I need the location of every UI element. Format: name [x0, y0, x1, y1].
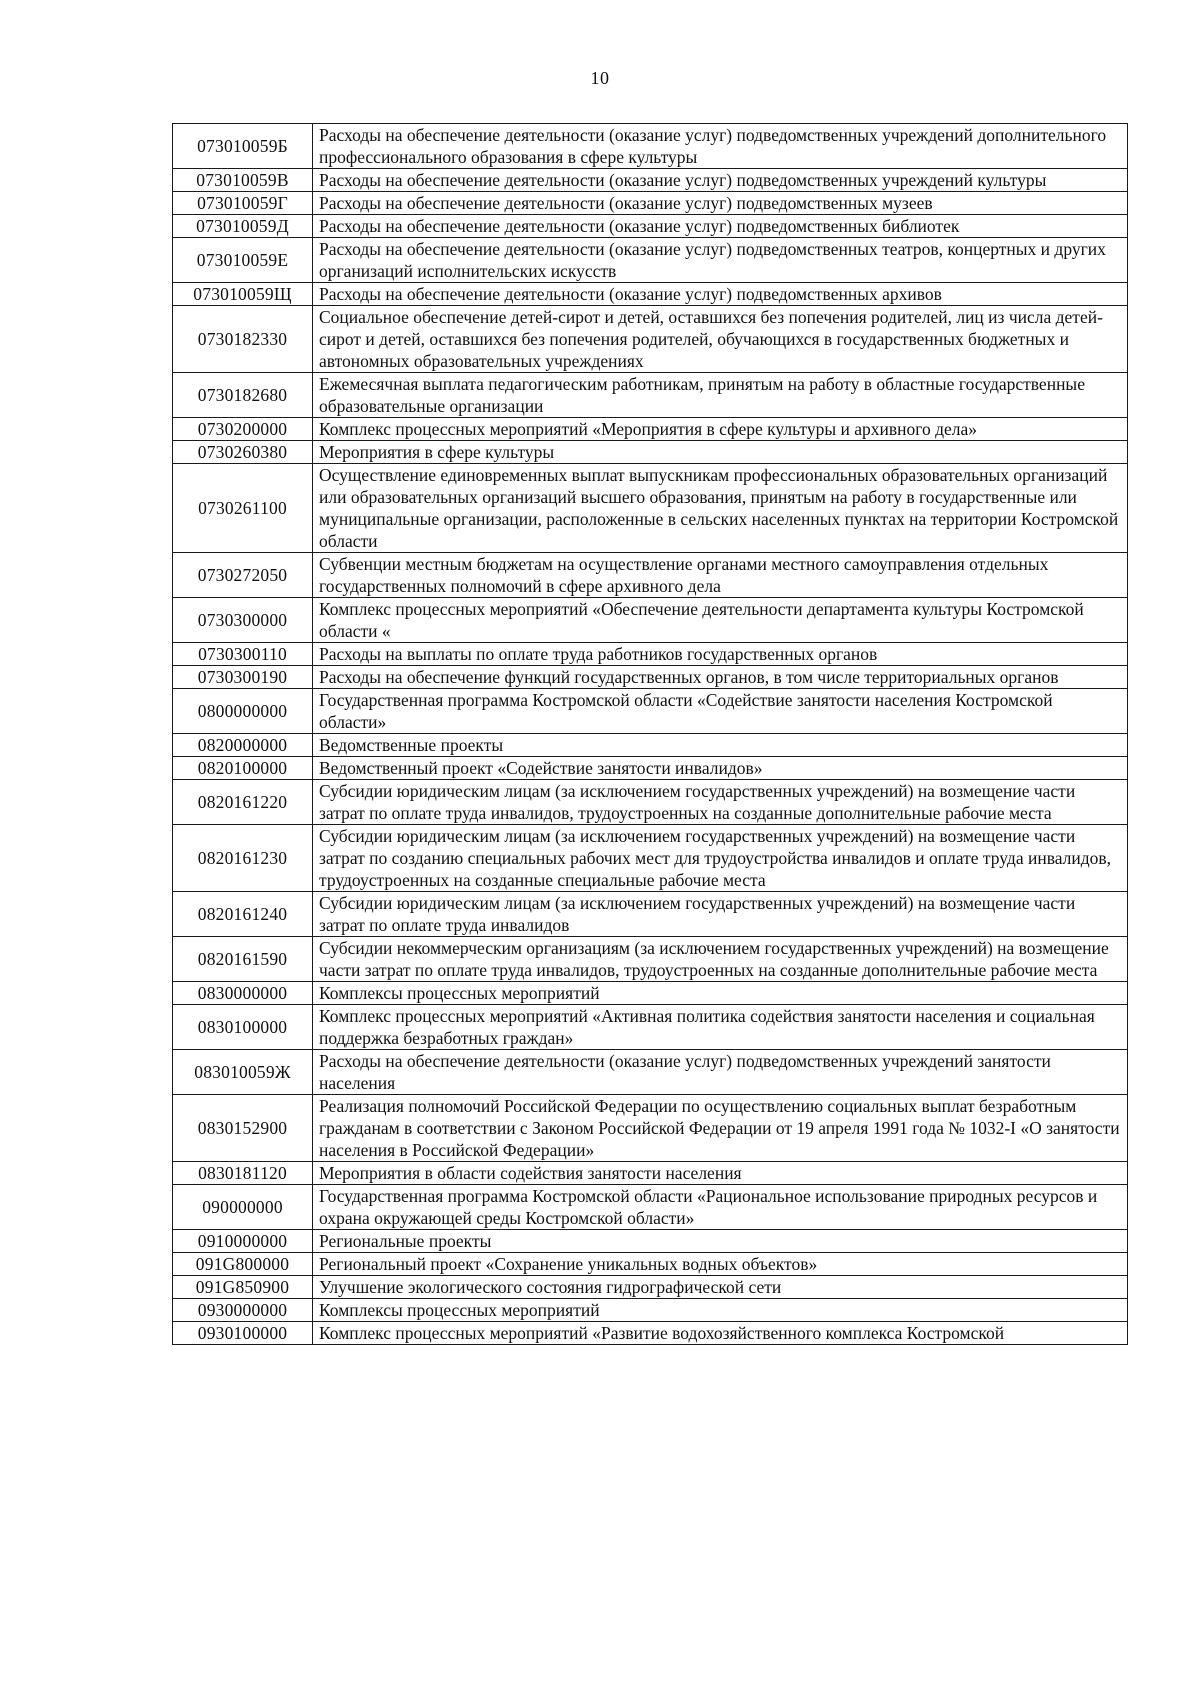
row-code: 0730300190 [173, 666, 313, 689]
page-number: 10 [590, 68, 610, 88]
row-code: 0820161220 [173, 780, 313, 825]
row-code: 090000000 [173, 1185, 313, 1230]
row-code: 0730261100 [173, 464, 313, 553]
table-row [173, 441, 1128, 464]
row-description: Комплексы процессных мероприятий [313, 1299, 1128, 1322]
row-code: 073010059В [173, 169, 313, 192]
table-row [173, 1230, 1128, 1253]
row-description: Расходы на обеспечение деятельности (оказание услуг) подведомственных учреждений занятости населения [313, 1050, 1128, 1095]
row-code: 0730200000 [173, 418, 313, 441]
table-row [173, 373, 1128, 418]
table-row [173, 1095, 1128, 1162]
row-code: 073010059Щ [173, 283, 313, 306]
row-code: 073010059Е [173, 238, 313, 283]
row-code: 0730300110 [173, 643, 313, 666]
table-row [173, 780, 1128, 825]
row-description: Расходы на обеспечение деятельности (оказание услуг) подведомственных музеев [313, 192, 1128, 215]
table-row [173, 666, 1128, 689]
table-row [173, 169, 1128, 192]
row-code: 0830152900 [173, 1095, 313, 1162]
table-row [173, 825, 1128, 892]
row-code: 0730260380 [173, 441, 313, 464]
row-description: Субсидии юридическим лицам (за исключением государственных учреждений) на возмещение части затрат по созданию специальных рабочих мест для трудоустройства инвалидов и оплате труда инвалидов, трудоустроенных на созданные специальные рабочие места [313, 825, 1128, 892]
row-description: Государственная программа Костромской области «Рациональное использование природных ресурсов и охрана окружающей среды Костромской области» [313, 1185, 1128, 1230]
row-description: Мероприятия в области содействия занятости населения [313, 1162, 1128, 1185]
table-row [173, 238, 1128, 283]
row-code: 0730300000 [173, 598, 313, 643]
row-code: 0930000000 [173, 1299, 313, 1322]
row-description: Субсидии юридическим лицам (за исключением государственных учреждений) на возмещение части затрат по оплате труда инвалидов, трудоустроенных на созданные дополнительные рабочие места [313, 780, 1128, 825]
row-description: Комплекс процессных мероприятий «Активная политика содействия занятости населения и социальная поддержка безработных граждан» [313, 1005, 1128, 1050]
table-row [173, 598, 1128, 643]
table-row [173, 192, 1128, 215]
row-description: Расходы на обеспечение деятельности (оказание услуг) подведомственных учреждений дополнительного профессионального образования в сфере культуры [313, 124, 1128, 169]
row-description: Расходы на обеспечение деятельности (оказание услуг) подведомственных архивов [313, 283, 1128, 306]
table-row [173, 1276, 1128, 1299]
row-description: Расходы на обеспечение деятельности (оказание услуг) подведомственных учреждений культуры [313, 169, 1128, 192]
table-row [173, 892, 1128, 937]
table-row [173, 1299, 1128, 1322]
row-description: Расходы на выплаты по оплате труда работников государственных органов [313, 643, 1128, 666]
row-description: Региональные проекты [313, 1230, 1128, 1253]
row-description: Расходы на обеспечение функций государственных органов, в том числе территориальных органов [313, 666, 1128, 689]
row-code: 0830100000 [173, 1005, 313, 1050]
table-row [173, 937, 1128, 982]
row-code: 0820161240 [173, 892, 313, 937]
row-code: 0910000000 [173, 1230, 313, 1253]
row-description: Ведомственные проекты [313, 734, 1128, 757]
table-row [173, 689, 1128, 734]
row-code: 091G800000 [173, 1253, 313, 1276]
budget-codes-table [172, 123, 1128, 1345]
table-row [173, 1185, 1128, 1230]
row-description: Улучшение экологического состояния гидрографической сети [313, 1276, 1128, 1299]
row-code: 0820161230 [173, 825, 313, 892]
row-description: Ведомственный проект «Содействие занятости инвалидов» [313, 757, 1128, 780]
row-description: Субсидии юридическим лицам (за исключением государственных учреждений) на возмещение части затрат по оплате труда инвалидов [313, 892, 1128, 937]
row-code: 0820000000 [173, 734, 313, 757]
table-body [173, 124, 1128, 1345]
row-description: Расходы на обеспечение деятельности (оказание услуг) подведомственных библиотек [313, 215, 1128, 238]
row-description: Комплекс процессных мероприятий «Обеспечение деятельности департамента культуры Костромской области « [313, 598, 1128, 643]
row-description: Ежемесячная выплата педагогическим работникам, принятым на работу в областные государственные образовательные организации [313, 373, 1128, 418]
table-row [173, 124, 1128, 169]
table-row [173, 1253, 1128, 1276]
table-row [173, 1162, 1128, 1185]
table-row [173, 215, 1128, 238]
row-code: 0800000000 [173, 689, 313, 734]
table-row [173, 757, 1128, 780]
row-description: Социальное обеспечение детей-сирот и детей, оставшихся без попечения родителей, лиц из числа детей-сирот и детей, оставшихся без попечения родителей, обучающихся в государственных бюджетных и автономных образовательных учреждениях [313, 306, 1128, 373]
row-code: 0930100000 [173, 1322, 313, 1345]
table-row [173, 1322, 1128, 1345]
row-description: Мероприятия в сфере культуры [313, 441, 1128, 464]
row-description: Региональный проект «Сохранение уникальных водных объектов» [313, 1253, 1128, 1276]
row-code: 0730182330 [173, 306, 313, 373]
row-description: Субвенции местным бюджетам на осуществление органами местного самоуправления отдельных государственных полномочий в сфере архивного дела [313, 553, 1128, 598]
row-description: Комплекс процессных мероприятий «Развитие водохозяйственного комплекса Костромской [313, 1322, 1128, 1345]
row-code: 0830000000 [173, 982, 313, 1005]
table-row [173, 643, 1128, 666]
row-code: 091G850900 [173, 1276, 313, 1299]
row-code: 0830181120 [173, 1162, 313, 1185]
row-code: 073010059Г [173, 192, 313, 215]
row-description: Комплекс процессных мероприятий «Мероприятия в сфере культуры и архивного дела» [313, 418, 1128, 441]
table-row [173, 306, 1128, 373]
table-row [173, 283, 1128, 306]
row-description: Комплексы процессных мероприятий [313, 982, 1128, 1005]
row-code: 0820161590 [173, 937, 313, 982]
row-code: 073010059Б [173, 124, 313, 169]
row-code: 0730272050 [173, 553, 313, 598]
row-description: Государственная программа Костромской области «Содействие занятости населения Костромской области» [313, 689, 1128, 734]
table-row [173, 464, 1128, 553]
row-code: 0820100000 [173, 757, 313, 780]
row-description: Реализация полномочий Российской Федерации по осуществлению социальных выплат безработным гражданам в соответствии с Законом Российской Федерации от 19 апреля 1991 года № 1032-I «О занятости населения в Российской Федерации» [313, 1095, 1128, 1162]
row-description: Субсидии некоммерческим организациям (за исключением государственных учреждений) на возмещение части затрат по оплате труда инвалидов, трудоустроенных на созданные дополнительные рабочие места [313, 937, 1128, 982]
row-code: 083010059Ж [173, 1050, 313, 1095]
table-row [173, 418, 1128, 441]
row-code: 073010059Д [173, 215, 313, 238]
table-row [173, 982, 1128, 1005]
row-code: 0730182680 [173, 373, 313, 418]
table-row [173, 734, 1128, 757]
table-row [173, 553, 1128, 598]
row-description: Осуществление единовременных выплат выпускникам профессиональных образовательных организаций или образовательных организаций высшего образования, принятым на работу в государственные или муниципальные организации, расположенные в сельских населенных пунктах на территории Костромской области [313, 464, 1128, 553]
table-row [173, 1050, 1128, 1095]
table-row [173, 1005, 1128, 1050]
row-description: Расходы на обеспечение деятельности (оказание услуг) подведомственных театров, концертных и других организаций исполнительских искусств [313, 238, 1128, 283]
